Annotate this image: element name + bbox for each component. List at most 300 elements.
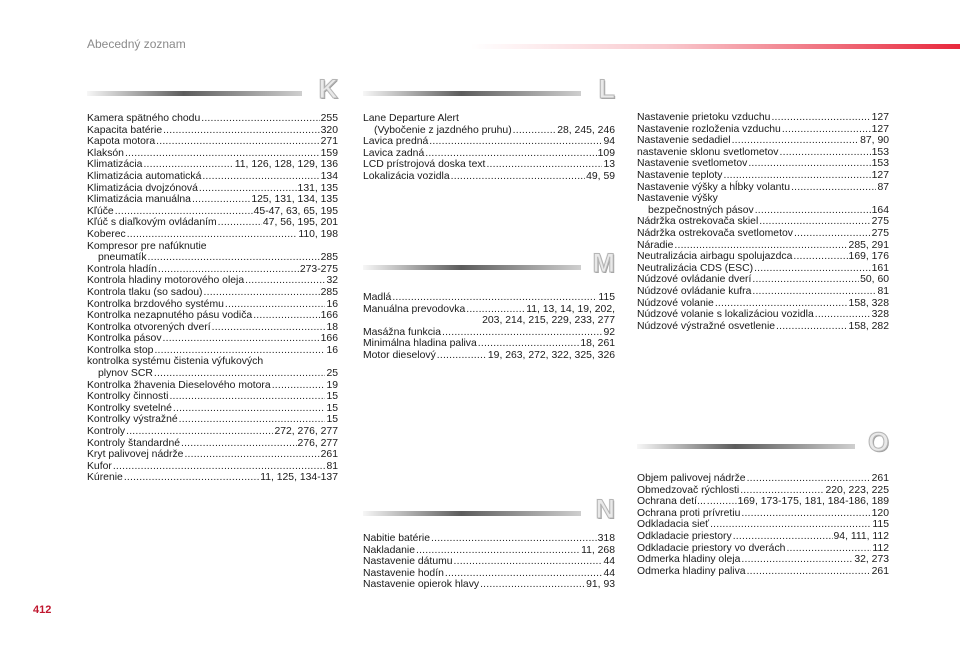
index-entry (363, 171, 615, 183)
index-entry-label: Kúrenie (87, 472, 123, 484)
index-entry-leader (445, 568, 603, 580)
index-entry-pages: 127 (871, 123, 889, 135)
index-entry-leader (776, 321, 848, 333)
section-m-divider (363, 265, 581, 270)
index-entry-pages: 45-47, 63, 65, 195 (253, 205, 338, 217)
index-entry (637, 566, 889, 578)
index-entry (637, 485, 889, 497)
index-entry (637, 274, 889, 286)
index-entry-pages: 13 (603, 159, 615, 171)
section-o-letter: O (867, 427, 889, 457)
index-entry-leader (478, 338, 580, 350)
index-entry-label: LCD prístrojová doska text (363, 159, 486, 171)
index-entry-pages: 32, 273 (854, 554, 889, 566)
index-entry-label: Kontrola tlaku (so sadou) (87, 286, 203, 298)
index-entry-pages: 109 (597, 147, 615, 159)
index-entry (363, 304, 615, 316)
index-entry-leader (454, 556, 603, 568)
section-l-divider (363, 91, 581, 96)
index-entry-label: Neutralizácia airbagu spolujazdca (637, 251, 793, 263)
index-entry (637, 193, 889, 205)
index-entry (363, 579, 615, 591)
index-entry (87, 287, 338, 299)
index-entry-pages: 15 (326, 402, 338, 414)
index-entry-leader (486, 159, 602, 171)
section-n-divider (363, 511, 581, 516)
index-entry-pages: 131, 135 (297, 182, 338, 194)
index-entry (637, 543, 889, 555)
section-n-continued-list (637, 112, 889, 332)
index-entry-leader (192, 194, 250, 206)
index-entry-label: Lokalizácia vozidla (363, 170, 450, 182)
index-entry-pages: 275 (871, 216, 889, 228)
index-entry (87, 275, 338, 287)
index-entry-label: Lavica predná (363, 136, 429, 148)
index-entry (87, 171, 338, 183)
section-k-list (87, 113, 338, 484)
index-entry-pages: 91, 93 (586, 579, 615, 591)
index-entry-leader (780, 147, 871, 159)
index-entry (87, 136, 338, 148)
index-entry (87, 206, 338, 218)
index-entry-label: Núdzové ovládanie kufra (637, 285, 752, 297)
index-entry-pages: 44 (603, 567, 615, 579)
index-entry-pages: 285 (320, 252, 338, 264)
index-entry-leader (480, 579, 585, 591)
index-entry-leader (710, 519, 871, 531)
index-entry-pages: 28, 245, 246 (557, 124, 615, 136)
index-entry-leader (115, 206, 253, 218)
index-entry-label: Kontroly štandardné (87, 437, 180, 449)
index-entry-label: Ochrana detí (637, 496, 698, 508)
index-entry (87, 333, 338, 345)
index-entry-pages: 115 (872, 519, 889, 531)
index-entry-label: Nastavenie dátumu (363, 556, 453, 568)
index-entry-leader (466, 304, 525, 316)
index-entry-label: bezpečnostných pásov (648, 204, 754, 216)
index-entry-label: Klimatizácia (87, 159, 143, 171)
index-entry-pages: 261 (871, 473, 889, 484)
index-entry (87, 194, 338, 206)
index-entry-leader (741, 554, 853, 566)
index-entry-leader (741, 508, 870, 520)
index-entry-label: Ochrana proti prívretiu (637, 507, 741, 519)
index-entry-label: Kontrola hladiny motorového oleja (87, 275, 245, 287)
index-entry-pages: 15 (326, 414, 338, 426)
index-entry (87, 159, 338, 171)
index-entry (87, 148, 338, 160)
index-entry-label: Klaksón (87, 147, 124, 159)
index-entry (637, 508, 889, 520)
index-entry-label: Nastavenie prietoku vzduchu (637, 112, 771, 123)
index-entry-leader (204, 287, 320, 299)
index-entry-label: Nastavenie teploty (637, 169, 723, 181)
section-o (637, 427, 889, 577)
index-entry (637, 205, 889, 217)
index-entry-label: Kontroly (87, 426, 126, 438)
index-entry-label: Nastavenie svetlometov (637, 158, 748, 170)
index-entry-pages: 166 (320, 333, 338, 345)
index-entry-pages: 47, 56, 195, 201 (262, 217, 338, 229)
index-entry (363, 533, 615, 545)
index-entry-label: Núdzové ovládanie dverí (637, 274, 752, 286)
section-n-header (363, 494, 615, 530)
index-entry-label: Manuálna prevodovka (363, 303, 466, 315)
index-entry-pages: 127 (871, 112, 889, 123)
index-entry-pages: 50, 60 (860, 274, 889, 286)
index-entry-pages: 161 (871, 262, 889, 274)
section-n-list (363, 533, 615, 591)
index-entry (637, 135, 889, 147)
index-entry-pages: 112 (872, 542, 889, 554)
index-entry-leader (392, 292, 597, 304)
index-entry (363, 568, 615, 580)
index-entry-pages: 261 (871, 565, 889, 577)
index-entry-label: Lavica zadná (363, 147, 425, 159)
index-entry-label: Kľúč s diaľkovým ovládaním (87, 217, 217, 229)
index-entry-leader (782, 124, 871, 136)
index-entry (363, 148, 615, 160)
header-accent-line (470, 44, 960, 49)
index-entry (637, 298, 889, 310)
index-entry (87, 438, 338, 450)
index-entry-pages: 92 (603, 326, 615, 338)
index-entry-label: Kontrolky činnosti (87, 391, 169, 403)
index-entry-leader (755, 205, 871, 217)
index-entry (87, 322, 338, 334)
index-entry-pages: 11, 13, 14, 19, 202, (526, 303, 615, 315)
index-entry-pages: 220, 223, 225 (825, 484, 889, 496)
index-entry-label: Nastavenie sedadiel (637, 135, 731, 147)
index-entry (87, 252, 338, 264)
index-entry-label: Kontrolka nezapnutého pásu vodiča (87, 310, 253, 322)
index-entry-pages: 328 (871, 309, 889, 321)
index-entry-leader (199, 183, 297, 195)
index-entry-pages: 158, 282 (848, 320, 889, 332)
index-entry-pages: 255 (320, 113, 338, 124)
page-header-title: Abecedný zoznam (87, 37, 186, 51)
index-entry-pages: 153 (871, 158, 889, 170)
index-entry-pages: 272, 276, 277 (274, 426, 338, 438)
index-entry-leader (794, 228, 871, 240)
index-entry-pages: 16 (326, 344, 338, 356)
index-entry-pages: 120 (871, 507, 889, 519)
index-entry-label: Odkladacia sieť (637, 519, 710, 531)
section-k-letter: K (318, 74, 338, 104)
index-entry (87, 299, 338, 311)
index-entry-pages: 261 (320, 449, 338, 461)
index-entry (363, 556, 615, 568)
index-entry-pages: 320 (320, 124, 338, 136)
index-entry-pages: 169, 173-175, 181, 184-186, 189 (737, 496, 889, 508)
index-entry-leader (425, 148, 596, 160)
index-entry-leader (759, 216, 870, 228)
index-entry-leader (752, 274, 859, 286)
index-entry (87, 356, 338, 368)
index-entry (637, 263, 889, 275)
index-entry-label: Odkladacie priestory (637, 530, 732, 542)
index-entry-label: Kontrolky svetelné (87, 402, 172, 414)
index-entry-label: Odkladacie priestory vo dverách (637, 542, 786, 554)
index-entry-label: pneumatík (98, 252, 147, 264)
index-entry-pages: 18 (326, 321, 338, 333)
index-entry-label: nastavenie sklonu svetlometov (637, 146, 779, 158)
index-entry-label: Klimatizácia dvojzónová (87, 182, 198, 194)
section-m-letter: M (592, 248, 615, 278)
index-entry-pages: 81 (877, 285, 889, 297)
index-entry-pages: 275 (871, 227, 889, 239)
index-entry-pages: 19 (326, 379, 338, 391)
index-entry-pages: 15 (326, 391, 338, 403)
section-n-continued (637, 112, 889, 332)
index-entry-leader (179, 414, 326, 426)
index-entry (637, 473, 889, 485)
section-m-header (363, 248, 615, 284)
index-entry-pages: 11, 125, 134-137 (260, 472, 338, 484)
index-entry-leader (674, 240, 847, 252)
index-entry (363, 113, 615, 125)
index-entry (637, 251, 889, 263)
index-entry (87, 426, 338, 438)
index-entry-leader (169, 391, 325, 403)
index-entry-pages: 285 (320, 286, 338, 298)
index-entry-leader (253, 310, 319, 322)
index-entry-label: Objem palivovej nádrže (637, 473, 746, 484)
index-entry-label: Nádržka ostrekovača svetlometov (637, 227, 793, 239)
index-entry-leader (431, 533, 597, 545)
index-entry-leader (184, 449, 319, 461)
index-entry-pages: 318 (597, 533, 615, 544)
index-entry-label: Núdzové volanie s lokalizáciou vozidla (637, 309, 814, 321)
index-entry-label: Motor dieselový (363, 349, 436, 361)
index-entry-pages: 276, 277 (297, 437, 338, 449)
index-entry-label: Náradie (637, 239, 674, 251)
section-k (87, 74, 338, 484)
page-number: 412 (33, 604, 52, 616)
index-entry-label: Nakladanie (363, 544, 415, 556)
index-entry-leader (771, 112, 870, 124)
index-entry-pages: 16 (326, 298, 338, 310)
index-entry-label: Nastavenie opierok hlavy (363, 579, 480, 591)
index-entry-leader (747, 566, 871, 578)
index-entry-label: Kontrolka otvorených dverí (87, 321, 211, 333)
index-entry-leader (126, 426, 273, 438)
index-entry-label: Kontrolka pásov (87, 333, 162, 345)
index-entry-label: Minimálna hladina paliva (363, 338, 477, 350)
index-entry-label: Madlá (363, 292, 392, 303)
index-entry-label: Klimatizácia automatická (87, 170, 202, 182)
index-entry-pages: 44 (603, 556, 615, 568)
index-entry-label: Odmerka hladiny paliva (637, 565, 746, 577)
index-entry-leader (201, 113, 319, 125)
index-entry-leader (181, 438, 297, 450)
index-entry-leader (245, 275, 325, 287)
index-entry (637, 228, 889, 240)
section-m-list (363, 292, 615, 362)
index-entry-leader (791, 182, 876, 194)
index-entry-label: Núdzové volanie (637, 297, 714, 309)
index-entry-leader (786, 543, 871, 555)
index-entry (87, 113, 338, 125)
index-entry (637, 147, 889, 159)
index-entry-label: Obmedzovač rýchlosti (637, 484, 740, 496)
index-entry-leader (218, 217, 262, 229)
index-entry (637, 321, 889, 333)
index-entry (87, 380, 338, 392)
index-entry (363, 136, 615, 148)
index-entry-pages: 285, 291 (848, 239, 889, 251)
index-entry-label: Nastavenie hodín (363, 567, 444, 579)
index-entry-leader (513, 125, 557, 137)
index-entry-pages: 273-275 (299, 263, 338, 275)
index-entry-pages: 11, 126, 128, 129, 136 (234, 159, 338, 171)
index-entry-label: Klimatizácia manuálna (87, 194, 191, 206)
index-entry-label: Kľúče (87, 205, 114, 217)
index-entry-label: Lane Departure Alert (363, 113, 459, 124)
index-entry-label: Nastavenie rozloženia vzduchu (637, 123, 781, 135)
index-entry-leader (437, 350, 487, 362)
index-entry (363, 327, 615, 339)
index-entry (637, 496, 889, 508)
index-entry (637, 124, 889, 136)
index-entry-pages: 11, 268 (581, 544, 615, 556)
index-entry-leader (156, 136, 319, 148)
index-entry (87, 414, 338, 426)
index-entry (637, 554, 889, 566)
index-entry (87, 403, 338, 415)
index-entry-label: kontrolka systému čistenia výfukových (87, 356, 264, 368)
index-entry (87, 310, 338, 322)
index-entry-leader (429, 136, 602, 148)
index-entry-label: Kontrolky výstražné (87, 414, 178, 426)
section-k-header (87, 74, 338, 110)
index-entry-pages: 127 (871, 169, 889, 181)
section-o-list (637, 473, 889, 577)
section-l-letter: L (598, 74, 615, 104)
index-entry-label: Núdzové výstražné osvetlenie (637, 320, 776, 332)
index-entry-label: Kontrolka žhavenia Dieselového motora (87, 379, 271, 391)
index-entry-leader (748, 158, 870, 170)
index-entry-separator: ... (697, 496, 706, 508)
section-l-header (363, 74, 615, 110)
index-entry (87, 183, 338, 195)
section-k-divider (87, 91, 302, 96)
index-entry-leader (127, 229, 298, 241)
index-entry-label: Nádržka ostrekovača skiel (637, 216, 759, 228)
index-entry-leader (815, 309, 871, 321)
index-entry-pages: 125, 131, 134, 135 (251, 194, 338, 206)
index-entry (637, 158, 889, 170)
index-entry-label: Kapacita batérie (87, 124, 163, 136)
index-entry-leader (163, 333, 320, 345)
index-entry (637, 240, 889, 252)
index-entry-label: Nabitie batérie (363, 533, 431, 544)
index-entry (363, 338, 615, 350)
index-entry-leader (113, 461, 326, 473)
index-entry-pages-continued: 203, 214, 215, 229, 233, 277 (482, 315, 615, 327)
index-entry-pages: 158, 328 (848, 297, 889, 309)
index-entry-label: Nastavenie výšky a hĺbky volantu (637, 181, 791, 193)
index-entry (87, 461, 338, 473)
index-entry-leader (451, 171, 585, 183)
section-o-divider (637, 444, 855, 449)
index-entry-label: Kontrolka brzdového systému (87, 298, 224, 310)
index-entry-label: Kontrolka stop (87, 344, 154, 356)
index-entry-leader (416, 545, 580, 557)
index-entry (637, 309, 889, 321)
index-entry (363, 292, 615, 304)
index-entry-pages: 166 (320, 310, 338, 322)
section-o-header (637, 427, 889, 463)
index-entry-pages: 271 (320, 136, 338, 148)
index-entry (87, 472, 338, 484)
index-entry (87, 391, 338, 403)
index-entry-pages: 115 (598, 292, 615, 303)
section-m (363, 248, 615, 362)
index-entry (637, 170, 889, 182)
index-entry (637, 519, 889, 531)
index-entry-leader (173, 403, 326, 415)
index-entry-leader (715, 298, 848, 310)
index-entry-pages: 81 (326, 460, 338, 472)
index-entry-leader (143, 159, 233, 171)
index-entry (363, 545, 615, 557)
index-entry-pages: 87 (877, 181, 889, 193)
index-entry-pages: 49, 59 (586, 170, 615, 182)
index-entry-label: Koberec (87, 228, 126, 240)
index-entry-pages: 32 (326, 275, 338, 287)
index-entry-leader (740, 485, 824, 497)
index-entry-leader (754, 263, 871, 275)
index-entry-leader (163, 125, 320, 137)
index-entry-label: Masážna funkcia (363, 326, 441, 338)
index-entry (87, 125, 338, 137)
index-entry-leader (148, 252, 320, 264)
index-entry (87, 229, 338, 241)
index-entry-label: Kryt palivovej nádrže (87, 449, 184, 461)
index-entry-pages: 134 (320, 170, 338, 182)
index-entry-leader (793, 251, 847, 263)
index-entry (637, 286, 889, 298)
index-entry (637, 531, 889, 543)
index-entry-leader (124, 472, 259, 484)
index-entry-label: plynov SCR (98, 368, 153, 380)
index-entry-pages: 169, 176 (848, 251, 889, 263)
index-entry-pages: 110, 198 (298, 228, 338, 240)
index-entry-leader (732, 135, 860, 147)
index-entry-leader (707, 496, 737, 508)
index-entry (87, 449, 338, 461)
index-entry-leader (747, 473, 871, 485)
index-entry-pages: 94 (603, 136, 615, 148)
index-entry (87, 264, 338, 276)
index-entry-label: Neutralizácia CDS (ESC) (637, 262, 754, 274)
index-entry (637, 216, 889, 228)
index-entry (87, 217, 338, 229)
index-entry-leader (723, 170, 870, 182)
index-entry-leader (752, 286, 876, 298)
index-entry-label: (Vybočenie z jazdného pruhu) (374, 124, 512, 136)
section-n-letter: N (595, 494, 615, 524)
section-n (363, 494, 615, 591)
index-entry (363, 159, 615, 171)
index-entry (637, 112, 889, 124)
index-entry-label: Kapota motora (87, 136, 156, 148)
section-l-list (363, 113, 615, 183)
index-entry-leader (158, 264, 299, 276)
index-entry (87, 345, 338, 357)
index-entry-pages: 87, 90 (860, 135, 889, 147)
